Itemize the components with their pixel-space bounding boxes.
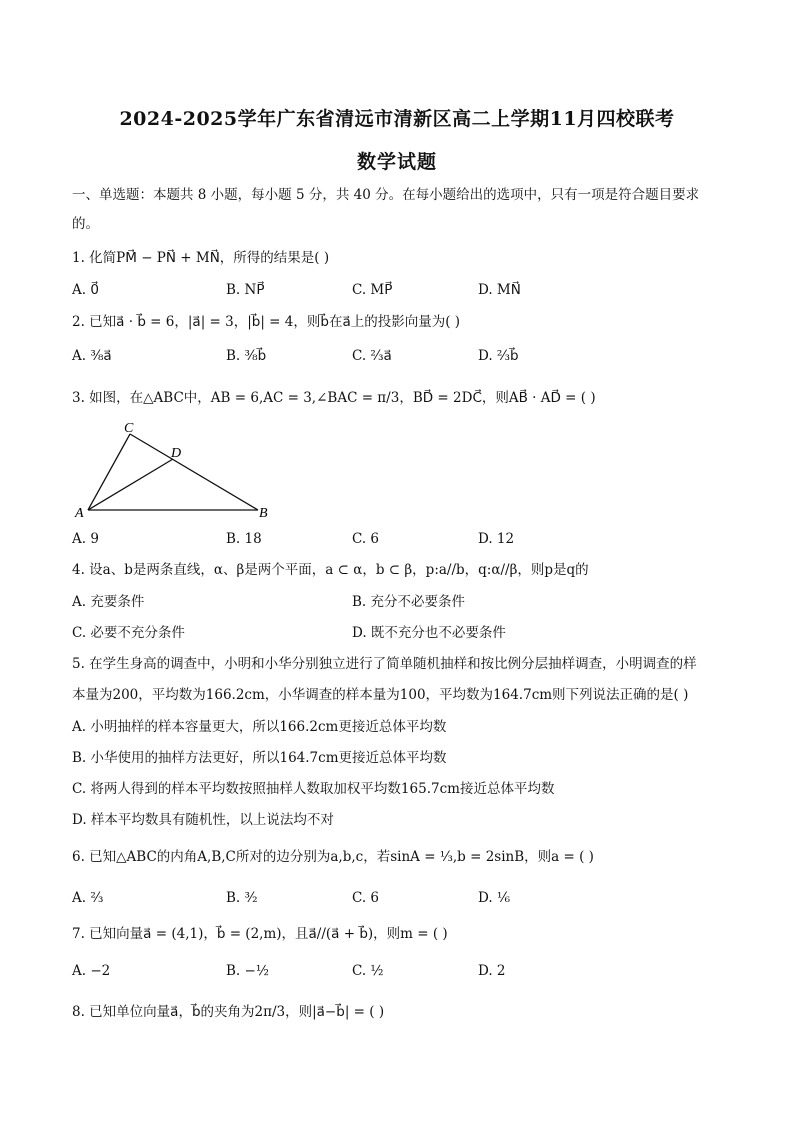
exam-title: 2024-2025学年广东省清远市清新区高二上学期11月四校联考 xyxy=(119,108,675,130)
question-7-option-d: D. 2 xyxy=(478,963,506,979)
vertex-label-b: B xyxy=(259,506,268,521)
question-5-option-c: C. 将两人得到的样本平均数按照抽样人数取加权平均数165.7cm接近总体平均数 xyxy=(72,781,555,797)
question-1-stem: 1. 化简PM⃗ − PN⃗ + MN⃗，所得的结果是( ) xyxy=(72,250,330,266)
triangle-figure xyxy=(72,418,282,522)
segment-ad xyxy=(88,459,173,510)
question-5-option-b: B. 小华使用的抽样方法更好，所以164.7cm更接近总体平均数 xyxy=(72,750,447,766)
point-label-d: D xyxy=(171,446,182,461)
question-6-option-b: B. ³⁄₂ xyxy=(226,890,258,906)
question-2-option-a: A. ³⁄₈a⃗ xyxy=(72,348,112,364)
question-1-option-a: A. 0⃗ xyxy=(72,282,99,298)
question-4-option-a: A. 充要条件 xyxy=(72,594,145,610)
question-4-stem: 4. 设a、b是两条直线，α、β是两个平面，a ⊂ α，b ⊂ β，p:a//b，q:α//β，则p是q的 xyxy=(72,562,589,578)
question-1-option-b: B. NP⃗ xyxy=(226,282,265,298)
question-2-option-d: D. ²⁄₃b⃗ xyxy=(478,348,519,364)
question-5-stem-line1: 5. 在学生身高的调查中，小明和小华分别独立进行了简单随机抽样和按比例分层抽样调查，小明调查的样 xyxy=(72,656,697,672)
vertex-label-c: C xyxy=(124,421,134,436)
question-8-stem: 8. 已知单位向量a⃗，b⃗的夹角为2π/3，则|a⃗−b⃗| = ( ) xyxy=(72,1004,385,1020)
question-6-stem: 6. 已知△ABC的内角A,B,C所对的边分别为a,b,c，若sinA = ¹⁄₃,b = 2sinB，则a = ( ) xyxy=(72,849,594,865)
question-2-option-b: B. ³⁄₈b⃗ xyxy=(226,348,267,364)
question-4-option-b: B. 充分不必要条件 xyxy=(352,594,466,610)
question-3-option-d: D. 12 xyxy=(478,531,515,547)
section-instruction-line1: 一、单选题：本题共 8 小题，每小题 5 分，共 40 分。在每小题给出的选项中，只有一项是符合题目要求 xyxy=(72,187,700,203)
question-7-option-c: C. ½ xyxy=(352,963,384,979)
question-7-stem: 7. 已知向量a⃗ = (4,1)，b⃗ = (2,m)，且a⃗//(a⃗ + b⃗)，则m = ( ) xyxy=(72,926,448,942)
question-4-option-d: D. 既不充分也不必要条件 xyxy=(352,625,506,641)
question-3-option-c: C. 6 xyxy=(352,531,380,547)
question-5-option-a: A. 小明抽样的样本容量更大，所以166.2cm更接近总体平均数 xyxy=(72,719,447,735)
question-7-option-b: B. −½ xyxy=(226,963,269,979)
exam-subtitle: 数学试题 xyxy=(356,151,437,173)
question-6-option-a: A. ²⁄₃ xyxy=(72,890,104,906)
question-6-option-d: D. ¹⁄₆ xyxy=(478,890,511,906)
question-1-option-d: D. MN⃗ xyxy=(478,282,521,298)
question-6-option-c: C. 6 xyxy=(352,890,380,906)
section-instruction-line2: 的。 xyxy=(72,216,99,232)
question-5-option-d: D. 样本平均数具有随机性，以上说法均不对 xyxy=(72,812,334,828)
vertex-label-a: A xyxy=(75,506,84,521)
segment-ac xyxy=(88,434,130,510)
question-3-option-b: B. 18 xyxy=(226,531,262,547)
question-3-stem: 3. 如图，在△ABC中，AB = 6,AC = 3,∠BAC = π/3，BD⃗ = 2DC⃗，则AB⃗ · AD⃗ = ( ) xyxy=(72,390,596,406)
question-2-option-c: C. ²⁄₃a⃗ xyxy=(352,348,392,364)
question-2-stem: 2. 已知a⃗ · b⃗ = 6，|a⃗| = 3，|b⃗| = 4，则b⃗在a⃗上的投影向量为( ) xyxy=(72,314,461,330)
question-3-option-a: A. 9 xyxy=(72,531,99,547)
question-5-stem-line2: 本量为200，平均数为166.2cm，小华调查的样本量为100，平均数为164.7cm则下列说法正确的是( ) xyxy=(72,687,689,703)
question-7-option-a: A. −2 xyxy=(72,963,111,979)
question-1-option-c: C. MP⃗ xyxy=(352,282,393,298)
segment-cb xyxy=(130,434,258,510)
question-4-option-c: C. 必要不充分条件 xyxy=(72,625,185,641)
